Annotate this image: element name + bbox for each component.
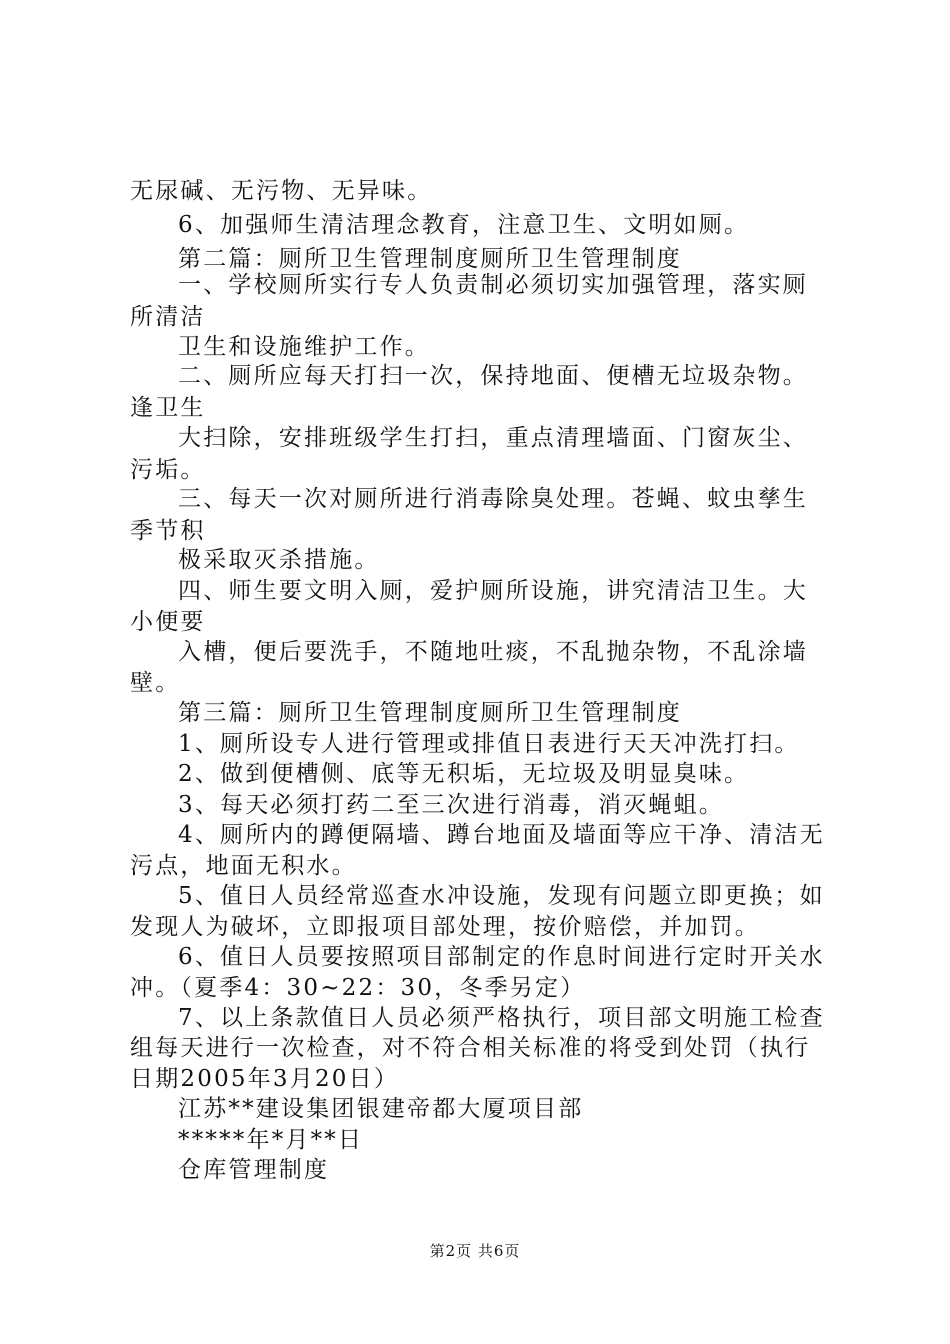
text-line: *****年*月**日: [178, 1127, 364, 1153]
text-line: 7、以上条款值日人员必须严格执行，项目部文明施工检查: [178, 1005, 825, 1031]
text-line: 1、厕所设专人进行管理或排值日表进行天天冲洗打扫。: [178, 731, 800, 757]
text-line: 壁。: [130, 670, 181, 696]
text-line: 发现人为破坏，立即报项目部处理，按价赔偿，并加罚。: [130, 914, 760, 940]
text-line: 污点，地面无积水。: [130, 853, 357, 879]
text-line: 三、每天一次对厕所进行消毒除臭处理。苍蝇、蚊虫孳生: [178, 486, 808, 512]
text-line: 冲。（夏季4：30~22：30，冬季另定）: [130, 975, 586, 1001]
text-line: 日期2005年3月20日）: [130, 1066, 400, 1092]
text-line: 3、每天必须打药二至三次进行消毒，消灭蝇蛆。: [178, 792, 725, 818]
text-line: 一、学校厕所实行专人负责制必须切实加强管理，落实厕: [178, 272, 808, 298]
text-line: 5、值日人员经常巡查水冲设施，发现有问题立即更换；如: [178, 883, 825, 909]
text-line: 2、做到便槽侧、底等无积垢，无垃圾及明显臭味。: [178, 761, 750, 787]
page-number-footer: 第2页 共6页: [429, 1242, 521, 1260]
text-line: 入槽，便后要洗手，不随地吐痰，不乱抛杂物，不乱涂墙: [178, 639, 808, 665]
text-line: 组每天进行一次检查，对不符合相关标准的将受到处罚（执行: [130, 1035, 811, 1061]
text-line: 二、厕所应每天打扫一次，保持地面、便槽无垃圾杂物。: [178, 363, 808, 389]
text-line: 小便要: [130, 609, 206, 635]
text-line: 逢卫生: [130, 395, 206, 421]
text-line: 极采取灭杀措施。: [178, 547, 380, 573]
text-line: 卫生和设施维护工作。: [178, 334, 430, 360]
text-line: 4、厕所内的蹲便隔墙、蹲台地面及墙面等应干净、清洁无: [178, 822, 825, 848]
section-heading: 第二篇：厕所卫生管理制度厕所卫生管理制度: [178, 246, 682, 272]
text-line: 仓库管理制度: [178, 1157, 330, 1183]
text-line: 江苏**建设集团银建帝都大厦项目部: [178, 1096, 584, 1122]
text-line: 6、值日人员要按照项目部制定的作息时间进行定时开关水: [178, 944, 825, 970]
text-line: 6、加强师生清洁理念教育，注意卫生、文明如厕。: [178, 212, 750, 238]
text-line: 大扫除，安排班级学生打扫，重点清理墙面、门窗灰尘、: [178, 425, 808, 451]
text-line: 所清洁: [130, 304, 206, 330]
text-line: 四、师生要文明入厕，爱护厕所设施，讲究清洁卫生。大: [178, 578, 808, 604]
text-line: 无尿碱、无污物、无异味。: [130, 178, 433, 204]
text-line: 污垢。: [130, 457, 206, 483]
section-heading: 第三篇：厕所卫生管理制度厕所卫生管理制度: [178, 700, 682, 726]
text-line: 季节积: [130, 518, 206, 544]
